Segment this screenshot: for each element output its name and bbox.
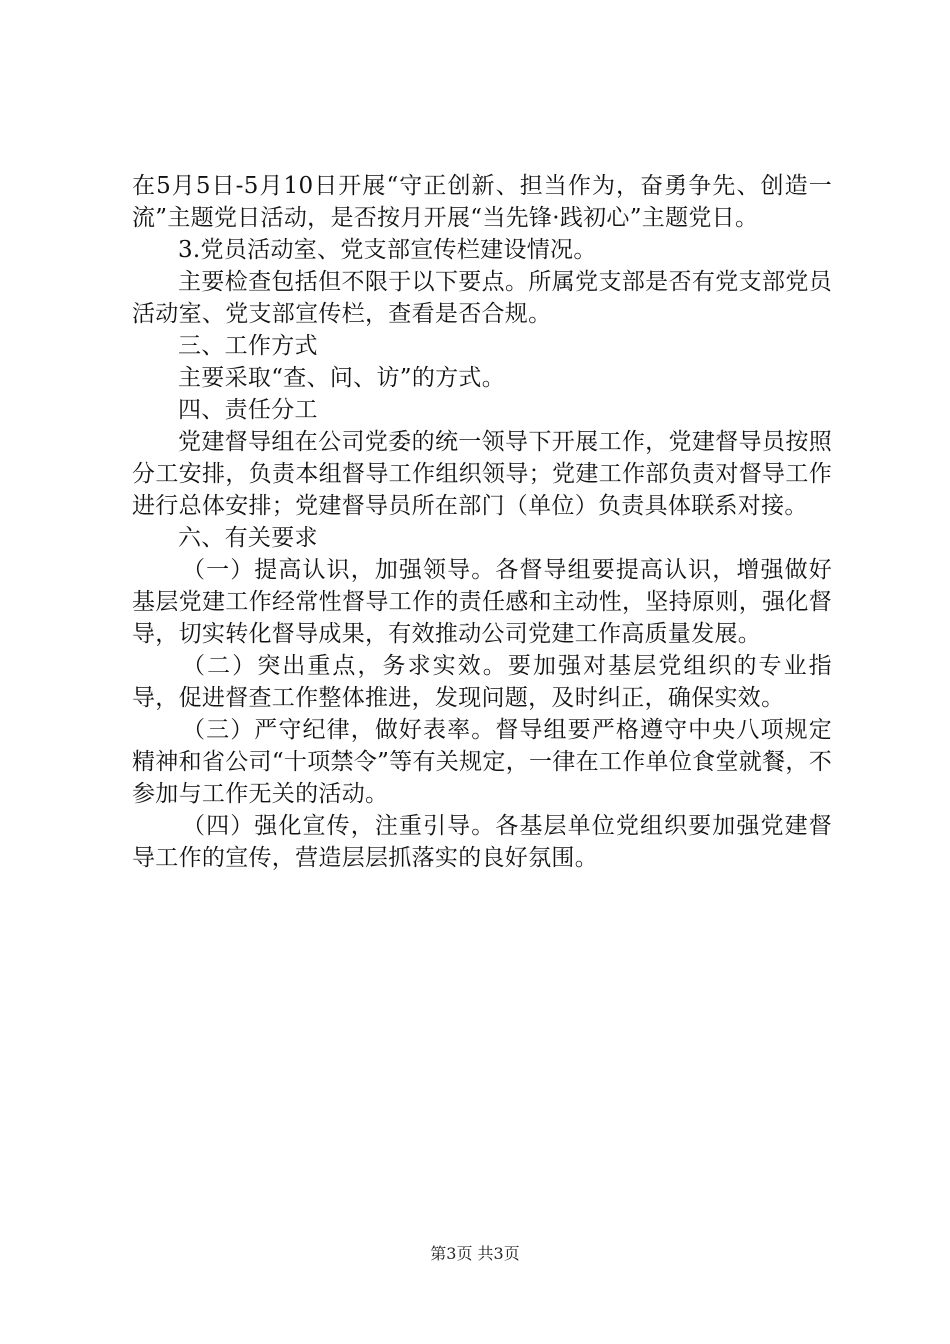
paragraph-requirement-4: （四）强化宣传，注重引导。各基层单位党组织要加强党建督导工作的宣传，营造层层抓落实的良好氛围。 — [132, 813, 832, 871]
paragraph-responsibilities: 党建督导组在公司党委的统一领导下开展工作，党建督导员按照分工安排，负责本组督导工作组织领导；党建工作部负责对督导工作进行总体安排；党建督导员所在部门（单位）负责具体联系对接。 — [132, 429, 832, 519]
paragraph-work-method: 主要采取“查、问、访”的方式。 — [178, 365, 506, 391]
paragraph-requirement-3: （三）严守纪律，做好表率。督导组要严格遵守中央八项规定精神和省公司“十项禁令”等有关规定，一律在工作单位食堂就餐，不参加与工作无关的活动。 — [132, 717, 832, 807]
section-heading-work-method: 三、工作方式 — [178, 333, 318, 359]
document-body — [132, 170, 832, 874]
section-heading-responsibilities: 四、责任分工 — [178, 397, 318, 423]
section-heading-requirements: 六、有关要求 — [178, 525, 318, 551]
page-footer: 第3页 共3页 — [430, 1244, 520, 1263]
paragraph-continuation: 在5月5日-5月10日开展“守正创新、担当作为，奋勇争先、创造一流”主题党日活动，是否按月开展“当先锋·践初心”主题党日。 — [132, 173, 832, 231]
paragraph-item-3: 3.党员活动室、党支部宣传栏建设情况。 — [178, 237, 597, 263]
paragraph-requirement-2: （二）突出重点，务求实效。要加强对基层党组织的专业指导，促进督查工作整体推进，发现问题，及时纠正，确保实效。 — [132, 653, 832, 711]
paragraph-inspection-points: 主要检查包括但不限于以下要点。所属党支部是否有党支部党员活动室、党支部宣传栏，查看是否合规。 — [132, 269, 832, 327]
paragraph-requirement-1: （一）提高认识，加强领导。各督导组要提高认识，增强做好基层党建工作经常性督导工作的责任感和主动性，坚持原则，强化督导，切实转化督导成果，有效推动公司党建工作高质量发展。 — [132, 557, 832, 647]
